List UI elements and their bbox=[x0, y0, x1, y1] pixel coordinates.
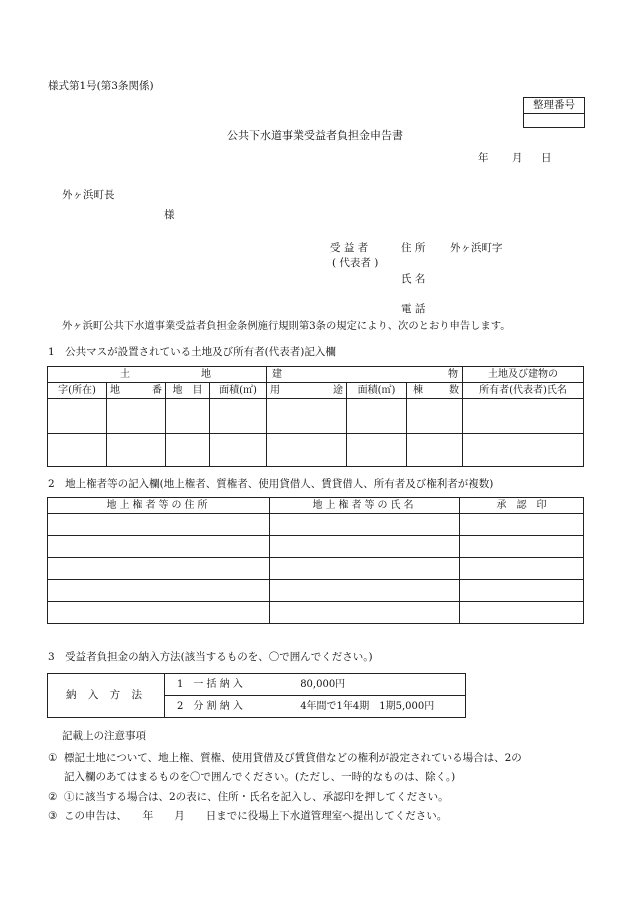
table-row bbox=[48, 399, 584, 434]
col-chimoku: 地 目 bbox=[166, 383, 210, 399]
option-installment-detail: 4年間で1年4期 1期5,000円 bbox=[300, 700, 435, 712]
date-year: 年 bbox=[478, 152, 489, 164]
building-use-cell[interactable] bbox=[267, 399, 347, 434]
option-installment-name: 2 分 割 納 入 bbox=[177, 700, 243, 712]
owner-name-cell[interactable] bbox=[463, 434, 584, 467]
col-aza: 字(所在) bbox=[48, 383, 107, 399]
reference-number-field[interactable] bbox=[524, 114, 585, 128]
section1-heading: 1 公共マスが設置されている土地及び所有者(代表者)記入欄 bbox=[48, 346, 336, 358]
seal-cell[interactable] bbox=[460, 514, 584, 536]
land-chiban-cell[interactable] bbox=[107, 399, 166, 434]
rights-name-cell[interactable] bbox=[270, 602, 460, 624]
rights-name-cell[interactable] bbox=[270, 514, 460, 536]
payment-method-label: 納 入 方 法 bbox=[48, 674, 165, 718]
table-row bbox=[48, 536, 584, 558]
option-lump-sum-name: 1 一 括 納 入 bbox=[177, 678, 243, 690]
land-chimoku-cell[interactable] bbox=[166, 399, 210, 434]
land-chiban-cell[interactable] bbox=[107, 434, 166, 467]
option-lump-sum-detail: 80,000円 bbox=[300, 678, 346, 690]
note-2-line1: ①に該当する場合は、2の表に、住所・氏名を記入し、承認印を押してください。 bbox=[64, 791, 449, 803]
name-label: 氏 名 bbox=[401, 273, 426, 285]
rights-name-cell[interactable] bbox=[270, 558, 460, 580]
option-lump-sum[interactable] bbox=[165, 674, 466, 696]
table-row bbox=[48, 434, 584, 467]
owner-header-line1: 土地及び建物の bbox=[463, 367, 584, 383]
addressee-honorific: 様 bbox=[164, 209, 175, 221]
land-header bbox=[48, 367, 267, 383]
note-1-mark: ① bbox=[48, 752, 58, 764]
col-tosu bbox=[407, 383, 463, 399]
note-3-mark: ③ bbox=[48, 810, 58, 822]
address-value: 外ヶ浜町字 bbox=[450, 242, 503, 254]
seal-cell[interactable] bbox=[460, 536, 584, 558]
col-yoto-a: 用 bbox=[270, 384, 280, 396]
col-rights-name: 地上権者等の氏名 bbox=[270, 498, 460, 514]
notes-heading: 記載上の注意事項 bbox=[62, 730, 146, 742]
addressee-name: 外ヶ浜町長 bbox=[62, 189, 115, 201]
land-aza-cell[interactable] bbox=[48, 434, 107, 467]
applicant-role: 受 益 者 bbox=[330, 242, 369, 254]
col-chiban-b: 番 bbox=[152, 384, 162, 396]
page-title: 公共下水道事業受益者負担金申告書 bbox=[227, 129, 403, 142]
land-aza-cell[interactable] bbox=[48, 399, 107, 434]
rights-address-cell[interactable] bbox=[48, 514, 270, 536]
seal-cell[interactable] bbox=[460, 602, 584, 624]
rights-address-cell[interactable] bbox=[48, 602, 270, 624]
reference-number-box bbox=[523, 97, 585, 128]
land-chimoku-cell[interactable] bbox=[166, 434, 210, 467]
payment-method-table bbox=[47, 673, 466, 718]
building-use-cell[interactable] bbox=[267, 434, 347, 467]
col-tosu-a: 棟 bbox=[413, 384, 423, 396]
rights-name-cell[interactable] bbox=[270, 580, 460, 602]
seal-cell[interactable] bbox=[460, 580, 584, 602]
col-chiban-a: 地 bbox=[110, 384, 120, 396]
table-row bbox=[48, 558, 584, 580]
building-char-1: 建 bbox=[272, 368, 282, 380]
col-yoto bbox=[267, 383, 347, 399]
section2-heading: 2 地上権者等の記入欄(地上権者、質権者、使用貸借人、賃貸借人、所有者及び権利者が複数) bbox=[48, 478, 494, 490]
note-2-mark: ② bbox=[48, 791, 58, 803]
section3-heading: 3 受益者負担金の納入方法(該当するものを、〇で囲んでください。) bbox=[48, 651, 373, 663]
land-owner-table bbox=[47, 366, 584, 467]
reference-number-label: 整理番号 bbox=[524, 98, 585, 114]
building-char-2: 物 bbox=[448, 368, 458, 380]
applicant-role-sub: ( 代表者 ) bbox=[332, 257, 379, 269]
note-3-line1: この申告は、 年 月 日までに役場上下水道管理室へ提出してください。 bbox=[64, 810, 448, 822]
building-area-cell[interactable] bbox=[347, 434, 407, 467]
option-installment[interactable] bbox=[165, 696, 466, 718]
intro-text: 外ヶ浜町公共下水道事業受益者負担金条例施行規則第3条の規定により、次のとおり申告します。 bbox=[62, 320, 511, 332]
building-count-cell[interactable] bbox=[407, 399, 463, 434]
col-yoto-b: 途 bbox=[333, 384, 343, 396]
form-number: 様式第1号(第3条関係) bbox=[48, 80, 154, 92]
owner-name-cell[interactable] bbox=[463, 399, 584, 434]
col-tosu-b: 数 bbox=[449, 384, 459, 396]
note-1-line2: 記入欄のあてはまるものを〇で囲んでください。(ただし、一時的なものは、除く。) bbox=[64, 771, 456, 783]
col-building-area: 面積(㎡) bbox=[347, 383, 407, 399]
rights-holder-table bbox=[47, 497, 584, 624]
phone-label: 電 話 bbox=[401, 303, 426, 315]
seal-cell[interactable] bbox=[460, 558, 584, 580]
land-area-cell[interactable] bbox=[210, 399, 267, 434]
table-row bbox=[48, 602, 584, 624]
building-count-cell[interactable] bbox=[407, 434, 463, 467]
date-month: 月 bbox=[512, 152, 523, 164]
address-label: 住 所 bbox=[401, 242, 426, 254]
col-rights-address: 地上権者等の住所 bbox=[48, 498, 270, 514]
rights-address-cell[interactable] bbox=[48, 558, 270, 580]
rights-address-cell[interactable] bbox=[48, 536, 270, 558]
land-area-cell[interactable] bbox=[210, 434, 267, 467]
table-row bbox=[48, 580, 584, 602]
land-char-2: 地 bbox=[201, 368, 211, 380]
building-area-cell[interactable] bbox=[347, 399, 407, 434]
col-seal: 承 認 印 bbox=[460, 498, 584, 514]
table-row bbox=[48, 514, 584, 536]
col-land-area: 面積(㎡) bbox=[210, 383, 267, 399]
owner-header-line2: 所有者(代表者)氏名 bbox=[463, 383, 584, 399]
date-day: 日 bbox=[541, 152, 552, 164]
note-1-line1: 標記土地について、地上権、質権、使用貸借及び賃貸借などの権利が設定されている場合は、2の bbox=[64, 752, 522, 764]
building-header bbox=[267, 367, 463, 383]
rights-name-cell[interactable] bbox=[270, 536, 460, 558]
col-chiban bbox=[107, 383, 166, 399]
rights-address-cell[interactable] bbox=[48, 580, 270, 602]
land-char-1: 土 bbox=[120, 368, 130, 380]
